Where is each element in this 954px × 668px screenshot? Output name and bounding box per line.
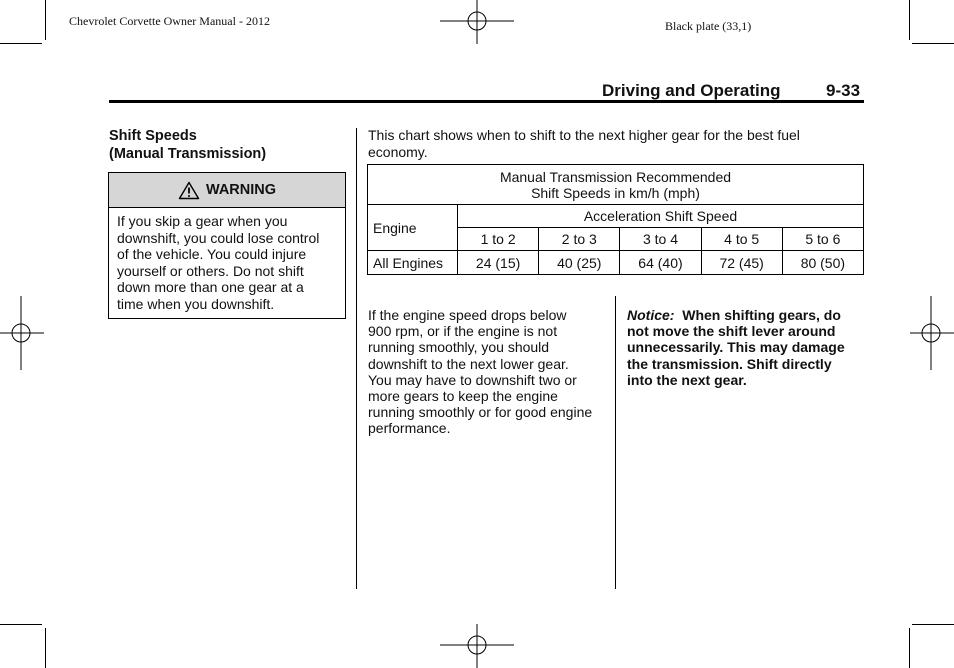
warning-title: WARNING	[205, 182, 277, 198]
notice-line: unnecessarily. This may damage	[627, 339, 845, 356]
warning-line: If you skip a gear when you	[117, 213, 288, 229]
manual-title: Chevrolet Corvette Owner Manual - 2012	[69, 14, 270, 28]
page-number: 9-33	[826, 81, 861, 100]
row-label-cell: All Engines	[368, 251, 458, 275]
notice-line: not move the shift lever around	[627, 323, 836, 340]
paragraph-line: running smoothly, you should	[368, 339, 550, 356]
intro-line: economy.	[368, 143, 428, 160]
notice-line: into the next gear.	[627, 371, 747, 388]
paragraph-line: 900 rpm, or if the engine is not	[368, 323, 558, 340]
crop-mark	[909, 628, 910, 668]
speed-value-cell: 72 (45)	[701, 251, 782, 275]
column-divider	[615, 296, 616, 589]
engine-header-cell: Engine	[368, 205, 458, 251]
downshift-paragraph	[368, 307, 608, 437]
notice-paragraph	[627, 307, 863, 388]
registration-mark-left-icon	[0, 296, 44, 370]
registration-mark-right-icon	[910, 296, 954, 370]
column-divider	[356, 128, 357, 589]
table-title-cell	[368, 165, 864, 205]
heading-line: Shift Speeds	[109, 128, 197, 144]
warning-box	[108, 172, 346, 319]
crop-mark	[45, 0, 46, 40]
notice-line: the transmission. Shift directly	[627, 355, 832, 372]
crop-mark	[0, 624, 42, 625]
speed-value-cell: 64 (40)	[620, 251, 701, 275]
gear-header-cell: 1 to 2	[458, 228, 539, 251]
warning-line: downshift, you could lose control	[117, 229, 320, 246]
intro-text	[368, 127, 858, 160]
table-row	[368, 251, 864, 275]
speed-value-cell: 24 (15)	[458, 251, 539, 275]
section-title: Driving and Operating	[602, 81, 781, 100]
paragraph-line: You may have to downshift two or	[368, 371, 577, 388]
speed-value-cell: 40 (25)	[539, 251, 620, 275]
shift-speed-table	[367, 164, 864, 275]
gear-header-cell: 5 to 6	[782, 228, 863, 251]
crop-mark	[912, 43, 954, 44]
paragraph-line: more gears to keep the engine	[368, 388, 558, 405]
warning-header	[109, 173, 345, 208]
gear-header-cell: 4 to 5	[701, 228, 782, 251]
header-rule	[109, 100, 864, 103]
crop-mark	[0, 43, 42, 44]
warning-line: yourself or others. Do not shift	[117, 262, 304, 279]
notice-line	[627, 307, 863, 323]
acceleration-header-cell: Acceleration Shift Speed	[458, 205, 864, 228]
notice-text: When shifting gears, do	[682, 307, 841, 323]
heading-line: (Manual Transmission)	[109, 146, 267, 162]
section-heading	[109, 127, 266, 163]
registration-mark-bottom-icon	[440, 624, 514, 668]
paragraph-line: downshift to the next lower gear.	[368, 355, 569, 372]
warning-line: of the vehicle. You could injure	[117, 246, 307, 263]
paragraph-line: running smoothly or for good engine	[368, 404, 593, 421]
crop-mark	[45, 628, 46, 668]
warning-line: down more than one gear at a	[117, 279, 304, 296]
paragraph-line: If the engine speed drops below	[368, 307, 567, 323]
crop-mark	[909, 0, 910, 40]
speed-value-cell: 80 (50)	[782, 251, 863, 275]
table-title-line: Shift Speeds in km/h (mph)	[531, 184, 700, 201]
crop-mark	[912, 624, 954, 625]
table-title-line: Manual Transmission Recommended	[499, 168, 732, 185]
warning-line: time when you downshift.	[117, 295, 275, 312]
plate-label: Black plate (33,1)	[665, 19, 752, 33]
warning-text	[109, 208, 345, 313]
notice-label: Notice:	[627, 307, 675, 323]
registration-mark-top-icon	[440, 0, 514, 44]
paragraph-line: performance.	[368, 420, 451, 437]
warning-triangle-icon	[178, 181, 200, 200]
gear-header-cell: 3 to 4	[620, 228, 701, 251]
gear-header-cell: 2 to 3	[539, 228, 620, 251]
intro-line: This chart shows when to shift to the next higher gear for the best fuel	[368, 127, 800, 143]
